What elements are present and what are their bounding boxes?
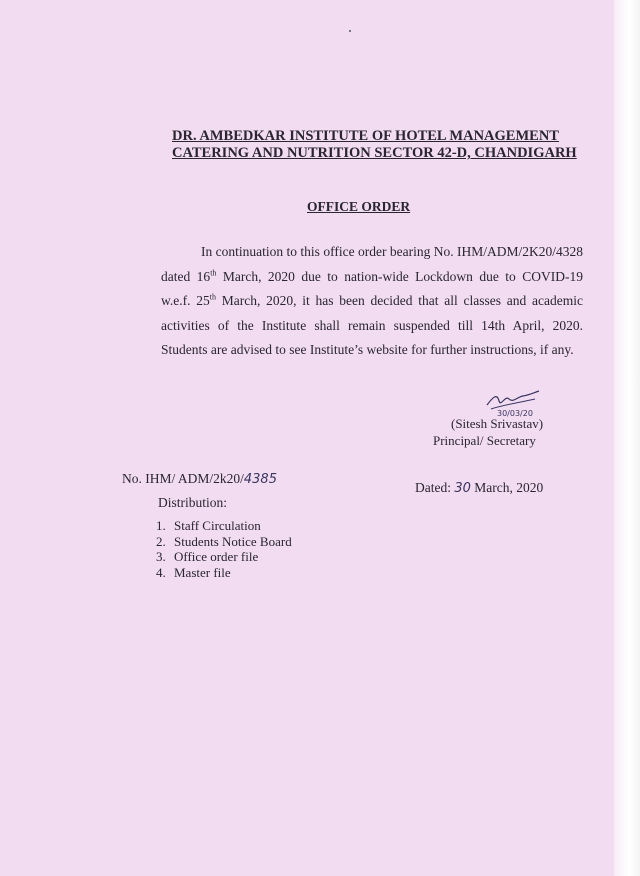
list-item <box>156 518 292 534</box>
reference-prefix: No. IHM/ ADM/2k20/ <box>122 471 244 486</box>
dated-rest: March, 2020 <box>470 480 544 495</box>
item-number: 4. <box>156 564 166 580</box>
reference-handwritten: 4385 <box>243 472 277 487</box>
office-order-title: OFFICE ORDER <box>307 199 411 214</box>
order-body <box>161 240 583 363</box>
heading-line-1: DR. AMBEDKAR INSTITUTE OF HOTEL MANAGEMENT <box>172 128 559 144</box>
dated-label: Dated: <box>415 480 455 495</box>
superscript-2: th <box>209 292 216 302</box>
speck <box>349 30 351 32</box>
dated-line <box>415 480 543 496</box>
item-text: Office order file <box>174 549 259 564</box>
signatory-name: (Sitesh Srivastav) <box>451 416 544 431</box>
dated-day: 30 <box>454 481 471 496</box>
institute-heading <box>172 128 577 162</box>
list-item <box>156 565 292 581</box>
list-item <box>156 534 292 550</box>
body-part-3: March, 2020, it has been decided that all classes and academic activities of the Institute shall remain suspended till 14th April, 2020. Students are advised to see Institute’s website for further instructions, if any. <box>161 293 583 358</box>
list-item <box>156 549 292 565</box>
item-number: 1. <box>156 518 166 533</box>
superscript-1: th <box>210 268 217 278</box>
handwritten-signature <box>483 387 543 417</box>
body-part-1: In continuation to this office order bearing No. IHM/ADM/2K20/4328 dated 16 <box>161 244 583 284</box>
item-text: Staff Circulation <box>174 518 261 533</box>
item-number: 2. <box>156 533 166 549</box>
distribution-label: Distribution: <box>158 495 228 510</box>
scan-edge <box>614 0 640 876</box>
body-part-2: March, 2020 due to nation-wide Lockdown due to COVID-19 w.e.f. 25 <box>161 268 583 309</box>
reference-number <box>122 471 277 487</box>
item-text: Master file <box>174 564 231 580</box>
heading-line-2: CATERING AND NUTRITION SECTOR 42-D, CHANDIGARH <box>172 145 577 161</box>
signature-date: 30/03/20 <box>497 409 533 417</box>
item-text: Students Notice Board <box>174 533 292 549</box>
distribution-list <box>156 518 292 580</box>
signatory-designation: Principal/ Secretary <box>433 433 536 448</box>
order-paragraph <box>161 240 583 363</box>
item-number: 3. <box>156 549 166 564</box>
